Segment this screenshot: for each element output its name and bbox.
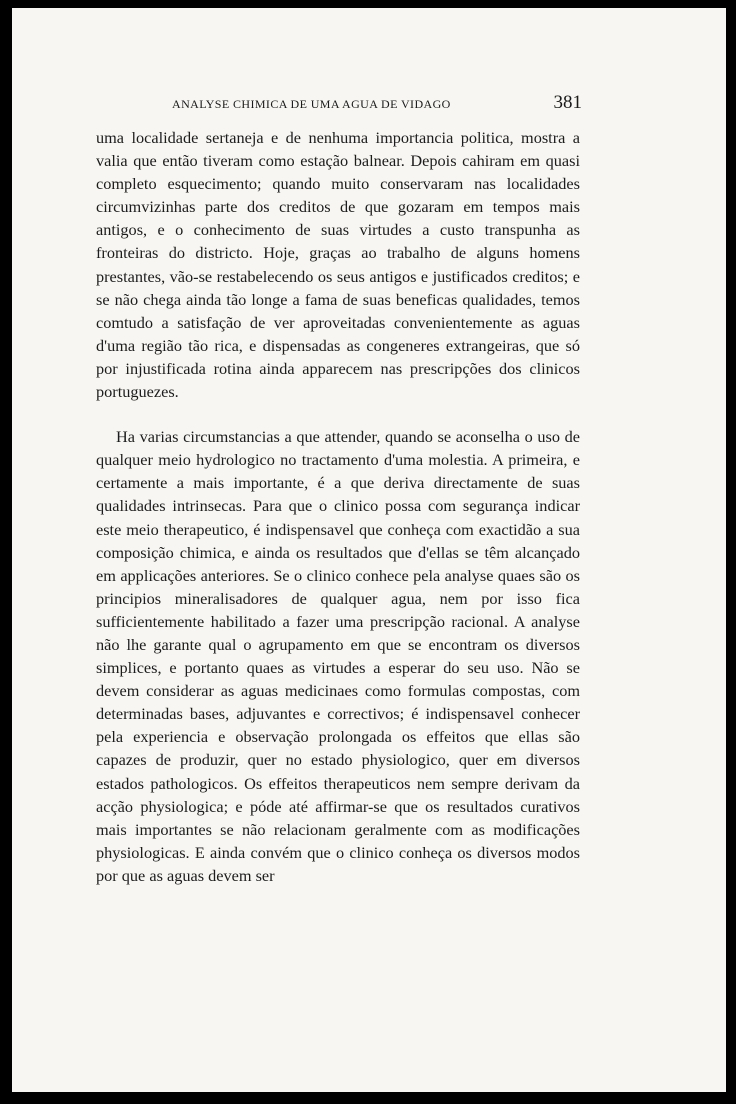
paragraph: uma localidade sertaneja e de nenhuma importancia politica, mostra a valia que então tiveram como estação balnear. Depois cahiram em quasi completo esquecimento; quando muito conservaram nas localidades circumvizinhas parte dos creditos de que gozaram em tempos mais antigos, e o conhecimento de suas virtudes a custo transpunha as fronteiras do districto. Hoje, graças ao trabalho de alguns homens prestantes, vão-se restabelecendo os seus antigos e justificados creditos; e se não chega ainda tão longe a fama de suas beneficas qualidades, temos comtudo a satisfação de ver aproveitadas convenientemente as aguas d'uma região tão rica, e dispensadas as congeneres extrangeiras, que só por injustificada rotina ainda apparecem nas prescripções dos clinicos portuguezes. [96,128,580,402]
running-title: ANALYSE CHIMICA DE UMA AGUA DE VIDAGO [172,97,451,111]
book-page [12,8,726,1092]
paragraph: Ha varias circumstancias a que attender, quando se aconselha o uso de qualquer meio hydrologico no tractamento d'uma molestia. A primeira, e certamente a mais importante, é a que deriva directamente de suas qualidades intrinsecas. Para que o clinico possa com segurança indicar este meio therapeutico, é indispensavel que conheça com exactidão a sua composição chimica, e ainda os resultados que d'ellas se têm alcançado em applicações anteriores. Se o clinico conhece pela analyse quaes são os principios mineralisadores de qualquer agua, nem por isso fica sufficientemente habilitado a fazer uma prescripção racional. A analyse não lhe garante qual o agrupamento em que se encontram os diversos simplices, e portanto quaes as virtudes a esperar do seu uso. Não se devem considerar as aguas medicinaes como formulas compostas, com determinadas bases, adjuvantes e correctivos; é indispensavel conhecer pela experiencia e observação prolongada os effeitos que ellas são capazes de produzir, quer no estado physiologico, quer em diversos estados pathologicos. Os effeitos therapeuticos nem sempre derivam da acção physiologica; e póde até affirmar-se que os resultados curativos mais importantes se não relacionam geralmente com as modificações physiologicas. E ainda convém que o clinico conheça os diversos modos por que as aguas devem ser [96,427,580,885]
page-header [172,92,582,116]
body-text [96,126,580,887]
page-number: 381 [553,92,582,113]
